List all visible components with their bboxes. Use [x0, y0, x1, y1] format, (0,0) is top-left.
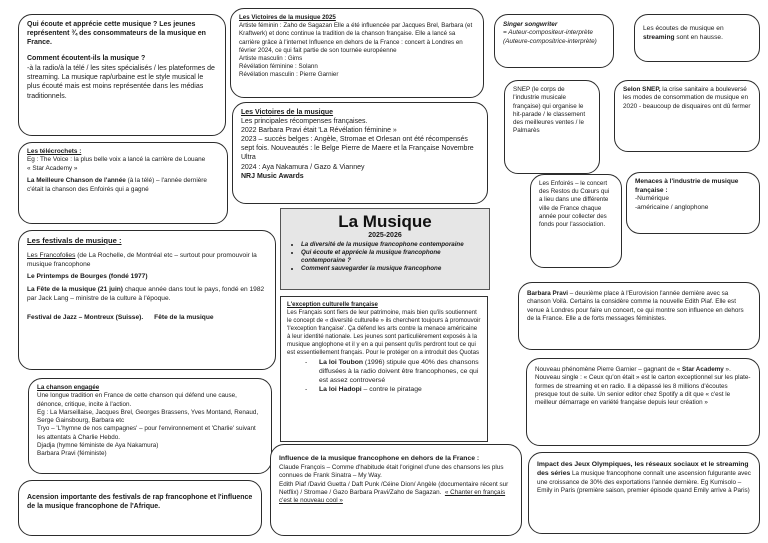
engagee-box	[28, 378, 272, 474]
victoires-2025-text: Artiste féminin : Zaho de Sagazan Elle a été influencée par Jacques Brel, Barbara (et Kraftwerk) et donc continue la tradition de la chanson française. Elle a lancé sa carrière grâce à l'internet Influence en dehors de la France : concert à Londres en février 2024, ce qui fait partie de son tournée européenne	[239, 22, 473, 54]
songwriter-box	[494, 14, 614, 68]
engagee-line-0: Une longue tradition en France de cette chanson qui défend une cause, dénonce, critique, incite à l'action.	[37, 392, 237, 408]
jo-text: La musique francophone connaît une ascension fulgurante avec une croissance de 30% des exportations l'année dernière. Eg Kumisolo – Emily in Paris (première saison, premier épisode quand Emily arrive à Paris)	[537, 469, 751, 495]
menaces-title: Menaces à l'industrie de musique française :	[635, 178, 739, 194]
snep-box	[504, 80, 600, 174]
printemps-bourges: Le Printemps de Bourges (fondé 1977)	[27, 273, 148, 281]
fete-musique-short: Fête de la musique	[154, 313, 214, 321]
telecrochets-best-song-text: (à la télé) – l'année dernière c'était la chanson des Enfoirés qui a gagné	[27, 177, 207, 193]
songwriter-line1: = Auteur-compositeur-interprète	[503, 29, 593, 37]
snep-crise-text: la crise sanitaire a bouleversé les modes de consommation de musique en 2020 - beaucoup de disquaires ont dû fermer	[623, 86, 751, 110]
victoires-title: Les Victoires de la musique	[241, 109, 334, 116]
central-bullet: • Comment sauvegarder la musique francophone	[301, 265, 483, 273]
engagee-line-1: Eg : La Marseillaise, Jacques Brel, Georges Brassens, Yves Montand, Renaud, Serge Gainsbourg, Barbara etc	[37, 408, 259, 425]
central-topic	[280, 208, 490, 290]
telecrochets-title: Les télécrochets :	[27, 148, 82, 155]
festivals-box	[18, 230, 276, 370]
who-listens-question: Qui écoute et apprécie cette musique ? Les jeunes représentent ¾ des consommateurs de la musique en France.	[27, 21, 206, 47]
jo-title: Impact des Jeux Olympiques, les réseaux sociaux et le streaming des séries	[537, 461, 749, 477]
streaming-bold: streaming	[643, 33, 675, 41]
central-bullet: • La diversité de la musique francophone contemporaine	[301, 241, 483, 249]
rap-text: Acension importante des festivals de rap francophone et l'influence de la musique francophone de l'Afrique.	[27, 494, 253, 511]
exception-text: Les Français sont fiers de leur patrimoine, mais bien qu'ils soutiennent le concept de « diversité culturelle » ils cherchent toujours à promouvoir 'l'exception française'. Ça défend les arts contre la menace américaine à leur identité nationale. Les jeunes sont particulièrement exposés à la musique anglophone et il y en a qui pensent qu'ils perdront tout ce qui est essentiellement français. Pour le protéger on a introduit des Quotas	[287, 309, 481, 357]
pravi-text: – deuxième place à l'Eurovision l'année dernière avec sa chanson Voilà. Certains la considère comme la nouvelle Edith Piaf. Elle est venue à Londres pour faire un concert, ce qui montre son influence en dehors de la France. Elle a de forts messages féministes.	[527, 290, 744, 322]
telecrochets-voice: Eg : The Voice : la plus belle voix a lancé la carrière de Louane	[27, 156, 206, 164]
enfoires-box	[530, 174, 622, 268]
jo-box	[528, 452, 760, 534]
francofolies-text: (de La Rochelle, de Montréal etc – surtout pour promouvoir la musique francophone	[27, 252, 257, 268]
how-listen-text: -à la radio/à la télé / les sites spécialisés / les plateformes de streaming. La musique rap/urbaine est le style musical le plus écouté mais est moins représentée dans les médias traditionnels.	[27, 64, 215, 100]
influence-claude-francois: Claude François – Comme d'habitude était l'originel d'une des chansons les plus connues de Frank Sinatra – My Way.	[279, 463, 504, 480]
pravi-box	[518, 282, 760, 350]
victoires-2025-solann: Révélation féminine : Solann	[239, 63, 318, 71]
telecrochets-best-song: La Meilleure Chanson de l'année	[27, 177, 126, 185]
exception-title: L'exception culturelle française	[287, 301, 378, 308]
garnier-star-academy: Star Academy	[682, 366, 724, 373]
fete-musique-title: La Fête de la musique (21 juin)	[27, 286, 123, 294]
victoires-2025-garnier: Révélation masculin : Pierre Garnier	[239, 71, 339, 79]
quota-toubon: - La loi Toubon (1996) stipule que 40% des chansons diffusées à la radio doivent être francophones, ce qui est assez controversé	[305, 359, 481, 386]
engagee-title: La chanson engagée	[37, 384, 100, 391]
songwriter-line2: (Auteure-compositrice-interprète)	[503, 37, 597, 45]
festival-jazz: Festival de Jazz – Montreux (Suisse).	[27, 313, 144, 321]
central-bullet: • Qui écoute et apprécie la musique francophone contemporaine ?	[301, 249, 483, 265]
telecrochets-box	[18, 142, 228, 224]
festivals-title: Les festivals de musique :	[27, 236, 122, 245]
streaming-suffix: sont en hausse.	[674, 33, 723, 41]
influence-title: Influence de la musique francophone en dehors de la France :	[279, 455, 480, 462]
streaming-box	[634, 14, 760, 62]
telecrochets-star: « Star Academy »	[27, 164, 78, 172]
central-bullets	[287, 241, 483, 273]
victoires-line-1: 2022 Barbara Pravi était 'La Révélation féminine »	[241, 127, 397, 135]
snep-text: SNEP (le corps de l'industrie musicale française) qui organise le hit-parade / le classement des meilleures ventes / le Palmarès	[513, 86, 586, 135]
victoires-line-2: 2023 – succès belges : Angèle, Stromae et Orlesan ont été récompensés sept fois. Nouveautés : le Belge Pierre de Maere et la Française Novembre Ultra	[241, 136, 474, 162]
victoires-2025-title: Les Victoires de la musique 2025	[239, 14, 336, 21]
engagee-line-4: Barbara Pravi (féministe)	[37, 450, 107, 458]
influence-artists: Edith Piaf /David Guetta / Daft Punk /Céine Dion/ Angèle (documentaire récent sur Netflix) / Stromae / Gazo Barbara Pravi/Zaho de Sagazan.	[279, 480, 509, 496]
garnier-box	[526, 358, 760, 446]
how-listen-title: Comment écoutent-ils la musique ?	[27, 54, 146, 62]
victoires-2025-box	[230, 8, 484, 98]
enfoires-text: Les Enfoirés – le concert des Restos du Cœurs qui a lieu dans une différente ville de France chaque année pour collecter des fonds pour l'association.	[539, 180, 610, 228]
fete-musique-text: chaque année dans tout le pays, fondé en 1982 par Jack Lang – ministre de la culture à l'époque.	[27, 286, 265, 302]
victoires-2025-gims: Artiste masculin : Gims	[239, 54, 303, 62]
engagee-line-2: Tryo – 'L'hymne de nos campagnes' – pour l'environnement et 'Charlie' suivant les attentats à Charlie Hebdo.	[37, 425, 256, 441]
garnier-text: ». Nouveau single : « Ceux qu'on était » est le carton exceptionnel sur les plate-formes de streaming et en radio. Il a dépassé les 8 millions d'écoutes presque tout de suite. Un senior editor chez Spotify a dit que « c'est le meilleur démarrage en variété française depuis leur création »	[535, 366, 751, 407]
victoires-line-3: 2024 : Aya Nakamura / Gazo & Vianney	[241, 163, 365, 171]
influence-quote: « Chanter en français c'est le nouveau cool »	[279, 488, 506, 505]
menaces-box	[626, 172, 760, 234]
victoires-line-0: Les principales récompenses françaises.	[241, 118, 368, 126]
pravi-name: Barbara Pravi	[527, 290, 568, 297]
menaces-numerique: -Numérique	[635, 195, 669, 203]
exception-culturelle-box	[280, 296, 488, 442]
garnier-prefix: Nouveau phénomène Pierre Garnier – gagnant de «	[535, 366, 683, 373]
rap-box	[18, 480, 262, 536]
songwriter-title: Singer songwriter	[503, 21, 558, 28]
page-title: La Musique	[338, 212, 432, 231]
snep-crise-prefix: Selon SNEP,	[623, 86, 661, 93]
snep-crise-box	[614, 80, 760, 152]
who-listens-box	[18, 14, 226, 136]
quotas-list	[287, 359, 481, 395]
francofolies-title: Les Francofolies	[27, 252, 76, 260]
influence-box	[270, 444, 522, 536]
victoires-nrj: NRJ Music Awards	[241, 172, 304, 180]
page-years: 2025-2026	[368, 232, 402, 239]
quota-hadopi: - La loi Hadopi – contre le piratage	[305, 386, 481, 395]
streaming-prefix: Les écoutes de musique en	[643, 25, 724, 32]
menaces-americaine: -américaine / anglophone	[635, 203, 709, 211]
victoires-box	[232, 102, 488, 204]
engagee-line-3: Djadja (hymne féministe de Aya Nakamura)	[37, 442, 159, 450]
